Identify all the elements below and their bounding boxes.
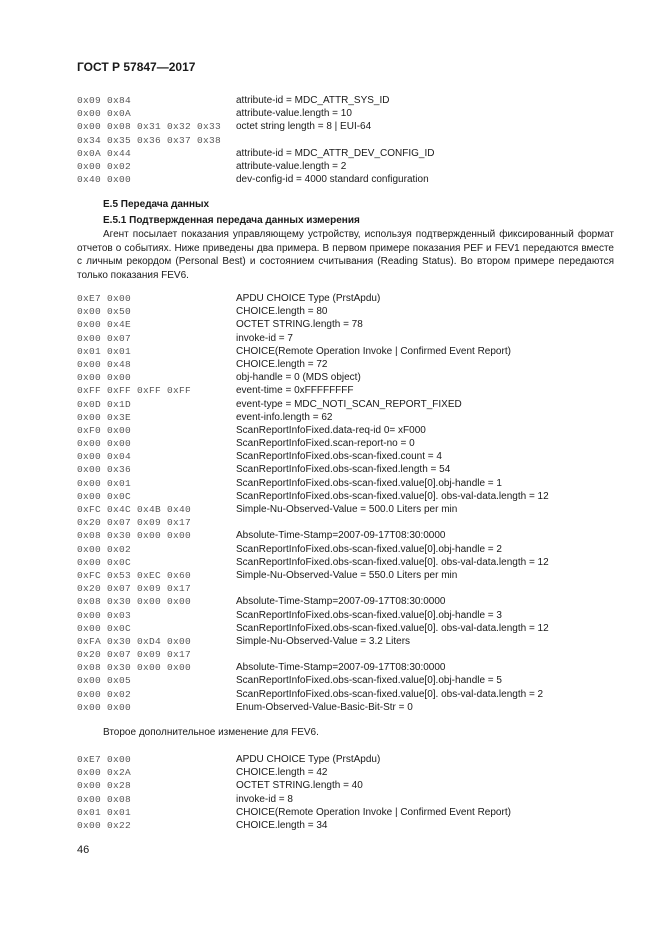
field-description: attribute-value.length = 10 (236, 108, 352, 120)
field-description: octet string length = 8 | EUI-64 (236, 121, 372, 133)
hex-bytes: 0x00 0x00 (77, 701, 132, 713)
hex-bytes: 0x00 0x08 0x31 0x32 0x33 (77, 121, 222, 133)
field-description: CHOICE.length = 34 (236, 819, 328, 831)
table-row (77, 477, 617, 490)
table-row (77, 609, 617, 622)
table-row (77, 779, 617, 792)
hex-bytes: 0x00 0x04 (77, 451, 132, 463)
table-row (77, 134, 617, 147)
table-row (77, 160, 617, 173)
table-row (77, 107, 617, 120)
field-description: Simple-Nu-Observed-Value = 550.0 Liters per min (236, 569, 458, 581)
hex-bytes: 0x00 0x50 (77, 306, 132, 318)
field-description: event-time = 0xFFFFFFFF (236, 385, 354, 397)
field-description: attribute-value.length = 2 (236, 160, 347, 172)
hex-bytes: 0x00 0x22 (77, 819, 132, 831)
table-row (77, 806, 617, 819)
table-row (77, 490, 617, 503)
hex-bytes: 0x00 0x0C (77, 622, 132, 634)
table-row (77, 94, 617, 107)
hex-bytes: 0x00 0x28 (77, 780, 132, 792)
table-row (77, 371, 617, 384)
table-row (77, 147, 617, 160)
section-heading: Е.5 Передача данных (103, 199, 210, 210)
table-row (77, 793, 617, 806)
field-description: ScanReportInfoFixed.obs-scan-fixed.value[0].obj-handle = 3 (236, 609, 502, 621)
table-row (77, 529, 617, 542)
field-description: event-info.length = 62 (236, 411, 333, 423)
hex-bytes: 0x00 0x02 (77, 543, 132, 555)
table-row (77, 569, 617, 582)
table-row (77, 411, 617, 424)
table-row (77, 173, 617, 186)
table-row (77, 120, 617, 133)
table-row (77, 398, 617, 411)
field-description: invoke-id = 8 (236, 793, 293, 805)
table-row (77, 358, 617, 371)
hex-bytes: 0x0D 0x1D (77, 398, 132, 410)
table-row (77, 701, 617, 714)
hex-bytes: 0x08 0x30 0x00 0x00 (77, 596, 192, 608)
hex-bytes: 0xE7 0x00 (77, 754, 132, 765)
field-description: Absolute-Time-Stamp=2007-09-17T08:30:0000 (236, 596, 446, 608)
table-row (77, 516, 617, 529)
field-description: Simple-Nu-Observed-Value = 500.0 Liters per min (236, 504, 458, 515)
second-caption: Второе дополнительное изменение для FEV6. (103, 727, 319, 738)
table-row (77, 556, 617, 569)
field-description: CHOICE.length = 80 (236, 306, 328, 318)
field-description: obj-handle = 0 (MDS object) (236, 372, 361, 384)
field-description: invoke-id = 7 (236, 332, 293, 344)
hex-bytes: 0x00 0x00 (77, 438, 132, 450)
hex-bytes: 0x08 0x30 0x00 0x00 (77, 530, 192, 542)
field-description: CHOICE(Remote Operation Invoke | Confirmed Event Report) (236, 806, 511, 818)
hex-table-block2 (77, 292, 617, 714)
field-description: Absolute-Time-Stamp=2007-09-17T08:30:0000 (236, 662, 446, 674)
table-row (77, 332, 617, 345)
table-row (77, 648, 617, 661)
field-description: ScanReportInfoFixed.obs-scan-fixed.value[0]. obs-val-data.length = 2 (236, 688, 544, 700)
hex-table-block1 (77, 94, 617, 186)
hex-bytes: 0x01 0x01 (77, 345, 132, 357)
table-row (77, 305, 617, 318)
hex-table-block3 (77, 753, 617, 832)
hex-bytes: 0x00 0x02 (77, 160, 132, 172)
table-row (77, 292, 617, 305)
table-row (77, 622, 617, 635)
table-row (77, 424, 617, 437)
hex-bytes: 0x00 0x36 (77, 464, 132, 476)
hex-bytes: 0x00 0x48 (77, 358, 132, 370)
field-description: ScanReportInfoFixed.scan-report-no = 0 (236, 438, 415, 450)
field-description: Simple-Nu-Observed-Value = 3.2 Liters (236, 635, 411, 647)
table-row (77, 753, 617, 766)
hex-bytes: 0x00 0x02 (77, 688, 132, 700)
hex-bytes: 0x40 0x00 (77, 174, 132, 186)
hex-bytes: 0xE7 0x00 (77, 293, 132, 304)
field-description: ScanReportInfoFixed.obs-scan-fixed.value[0]. obs-val-data.length = 12 (236, 556, 549, 568)
field-description: ScanReportInfoFixed.obs-scan-fixed.value[0].obj-handle = 1 (236, 477, 502, 489)
hex-bytes: 0x00 0x0C (77, 490, 132, 502)
field-description: Absolute-Time-Stamp=2007-09-17T08:30:0000 (236, 530, 446, 542)
field-description: APDU CHOICE Type (PrstApdu) (236, 754, 381, 765)
hex-bytes: 0x20 0x07 0x09 0x17 (77, 517, 192, 529)
table-row (77, 766, 617, 779)
field-description: attribute-id = MDC_ATTR_DEV_CONFIG_ID (236, 147, 435, 159)
field-description: ScanReportInfoFixed.data-req-id 0= xF000 (236, 424, 426, 436)
table-row (77, 384, 617, 397)
field-description: ScanReportInfoFixed.obs-scan-fixed.value[0].obj-handle = 5 (236, 675, 502, 687)
table-row (77, 437, 617, 450)
table-row (77, 661, 617, 674)
field-description: OCTET STRING.length = 40 (236, 780, 363, 792)
table-row (77, 450, 617, 463)
document-header: ГОСТ Р 57847—2017 (77, 60, 196, 74)
hex-bytes: 0x00 0x3E (77, 411, 132, 423)
hex-bytes: 0x00 0x07 (77, 332, 132, 344)
field-description: CHOICE(Remote Operation Invoke | Confirmed Event Report) (236, 345, 511, 357)
field-description: OCTET STRING.length = 78 (236, 319, 363, 331)
field-description: dev-config-id = 4000 standard configuration (236, 174, 429, 186)
hex-bytes: 0x00 0x01 (77, 477, 132, 489)
table-row (77, 345, 617, 358)
hex-bytes: 0x34 0x35 0x36 0x37 0x38 (77, 134, 222, 146)
hex-bytes: 0xFF 0xFF 0xFF 0xFF (77, 385, 192, 397)
section-paragraph: Агент посылает показания управляющему устройству, используя подтвержденный фиксированный формат отчетов о событиях. Ниже приведены два примера. В первом примере показания PEF и FEV1 передаются вместе с личным рекордом (Personal Best) и состоянием считывания (Reading Status). Во втором примере передаются только показания FEV6. (77, 229, 614, 281)
hex-bytes: 0xF0 0x00 (77, 424, 132, 436)
field-description: ScanReportInfoFixed.obs-scan-fixed.count = 4 (236, 451, 442, 463)
field-description: Enum-Observed-Value-Basic-Bit-Str = 0 (236, 701, 413, 713)
field-description: ScanReportInfoFixed.obs-scan-fixed.value[0]. obs-val-data.length = 12 (236, 490, 549, 502)
table-row (77, 819, 617, 832)
field-description: CHOICE.length = 72 (236, 358, 328, 370)
hex-bytes: 0x00 0x00 (77, 372, 132, 384)
field-description: event-type = MDC_NOTI_SCAN_REPORT_FIXED (236, 398, 462, 410)
table-row (77, 635, 617, 648)
subsection-heading: Е.5.1 Подтвержденная передача данных измерения (103, 215, 360, 226)
table-row (77, 463, 617, 476)
page-number: 46 (77, 844, 90, 856)
hex-bytes: 0x00 0x0A (77, 108, 132, 120)
hex-bytes: 0x00 0x4E (77, 319, 132, 331)
field-description: attribute-id = MDC_ATTR_SYS_ID (236, 95, 390, 106)
field-description: APDU CHOICE Type (PrstApdu) (236, 293, 381, 304)
hex-bytes: 0x09 0x84 (77, 95, 132, 106)
field-description: ScanReportInfoFixed.obs-scan-fixed.value[0].obj-handle = 2 (236, 543, 502, 555)
hex-bytes: 0xFC 0x53 0xEC 0x60 (77, 569, 192, 581)
hex-bytes: 0x0A 0x44 (77, 147, 132, 159)
hex-bytes: 0xFA 0x30 0xD4 0x00 (77, 635, 192, 647)
table-row (77, 582, 617, 595)
table-row (77, 595, 617, 608)
table-row (77, 503, 617, 516)
table-row (77, 543, 617, 556)
field-description: CHOICE.length = 42 (236, 767, 328, 779)
table-row (77, 318, 617, 331)
hex-bytes: 0x01 0x01 (77, 806, 132, 818)
hex-bytes: 0x00 0x08 (77, 793, 132, 805)
hex-bytes: 0x00 0x05 (77, 675, 132, 687)
hex-bytes: 0x00 0x0C (77, 556, 132, 568)
field-description: ScanReportInfoFixed.obs-scan-fixed.length = 54 (236, 464, 451, 476)
table-row (77, 674, 617, 687)
field-description: ScanReportInfoFixed.obs-scan-fixed.value[0]. obs-val-data.length = 12 (236, 622, 549, 634)
hex-bytes: 0x20 0x07 0x09 0x17 (77, 649, 192, 661)
hex-bytes: 0xFC 0x4C 0x4B 0x40 (77, 504, 192, 515)
hex-bytes: 0x00 0x03 (77, 609, 132, 621)
table-row (77, 688, 617, 701)
hex-bytes: 0x00 0x2A (77, 767, 132, 779)
hex-bytes: 0x20 0x07 0x09 0x17 (77, 583, 192, 595)
hex-bytes: 0x08 0x30 0x00 0x00 (77, 662, 192, 674)
